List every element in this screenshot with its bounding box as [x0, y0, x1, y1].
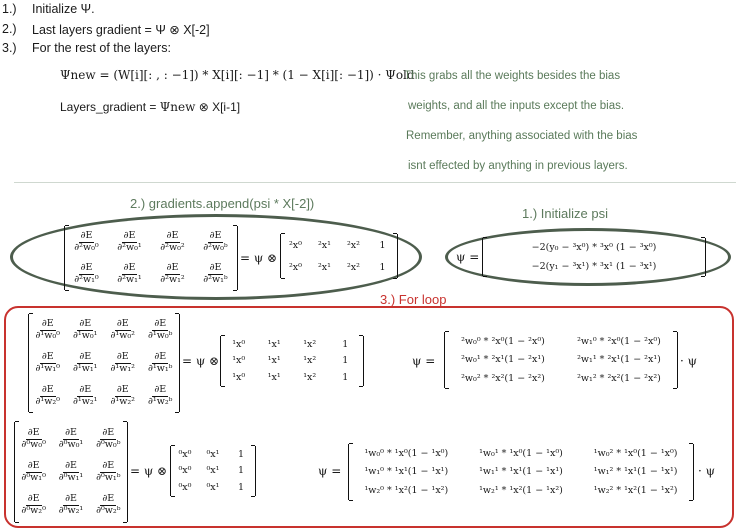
gradient-cell	[90, 460, 127, 484]
partial-derivative: $\frac{\partial E}{\text{∂¹w₂²}}$	[110, 383, 135, 407]
partial-derivative: $\frac{\partial E}{\text{∂⁰w₁ᵇ}}$	[96, 460, 121, 483]
x-cell: 1	[237, 465, 245, 477]
gradient-cell	[194, 230, 237, 254]
step-2-text: Last layers gradient = Ψ ⊗ X[-2]	[32, 23, 210, 37]
x-cell: 1	[237, 448, 245, 460]
gradient-cell	[15, 460, 52, 484]
x-cell: 1	[379, 239, 386, 251]
partial-derivative: $\frac{\partial E}{\text{∂²w₁⁰}}$	[74, 262, 99, 285]
x-cell: ¹x²	[303, 355, 317, 367]
psi-cell: ¹w₀¹ * ¹x⁰(1 − ¹x⁰)	[479, 447, 563, 459]
partial-derivative: $\frac{\partial E}{\text{∂⁰w₁¹}}$	[58, 460, 84, 483]
section-divider	[14, 182, 736, 183]
x-cell: ⁰x¹	[206, 465, 220, 477]
gradient-cell	[104, 351, 142, 375]
partial-derivative: $\frac{\partial E}{\text{∂⁰w₀⁰}}$	[21, 426, 46, 450]
step-3-number: 3.)	[2, 41, 17, 55]
first-layer-x-matrix	[170, 446, 256, 496]
step-2-number: 2.)	[2, 22, 17, 36]
partial-derivative: $\frac{\partial E}{\text{∂⁰w₂⁰}}$	[21, 493, 46, 517]
psi-cell: ²w₀⁰ * ²x⁰(1 − ²x⁰)	[461, 335, 545, 347]
x-cell: ⁰x⁰	[178, 465, 192, 477]
hidden-layer-eq: = ψ ⊗	[182, 354, 220, 368]
psi-cell: ¹w₂¹ * ¹x²(1 − ¹x²)	[479, 485, 563, 497]
partial-derivative: $\frac{\partial E}{\text{∂⁰w₂ᵇ}}$	[96, 493, 121, 517]
x-cell: 1	[342, 372, 349, 384]
gradient-cell	[142, 351, 180, 375]
gradient-cell	[104, 318, 142, 342]
layers-gradient-equation	[60, 100, 240, 114]
gradient-cell	[52, 427, 89, 451]
x-cell: ¹x²	[303, 372, 317, 384]
psi-cell: ²w₀² * ²x²(1 − ²x²)	[461, 373, 545, 385]
partial-derivative: $\frac{\partial E}{\text{∂⁰w₁⁰}}$	[21, 460, 46, 483]
x-cell: 1	[342, 355, 349, 367]
last-layer-x-matrix	[280, 234, 398, 278]
psi-cell: ¹w₁⁰ * ¹x¹(1 − ¹x¹)	[364, 466, 449, 478]
partial-derivative: $\frac{\partial E}{\text{∂¹w₂⁰}}$	[35, 383, 60, 407]
x-cell: ⁰x¹	[206, 448, 220, 460]
first-layer-psi-lhs: ψ =	[318, 464, 342, 478]
x-cell: ¹x⁰	[232, 355, 246, 367]
step-1-number: 1.)	[2, 2, 17, 16]
psi-cell: ¹w₁¹ * ¹x¹(1 − ¹x¹)	[479, 466, 563, 478]
last-layer-gradient-matrix	[64, 226, 238, 290]
x-cell: ²x²	[347, 261, 360, 273]
x-cell: ²x¹	[318, 261, 331, 273]
x-cell: ¹x¹	[267, 372, 281, 384]
x-cell: 1	[342, 338, 349, 350]
gradient-cell	[90, 493, 127, 517]
gradient-cell	[90, 427, 127, 451]
partial-derivative: $\frac{\partial E}{\text{∂¹w₁¹}}$	[73, 351, 98, 374]
hidden-layer-gradient-matrix	[28, 314, 180, 412]
partial-derivative: $\frac{\partial E}{\text{∂¹w₀⁰}}$	[35, 318, 60, 342]
initialize-psi-label: 1.) Initialize psi	[522, 206, 608, 221]
partial-derivative: $\frac{\partial E}{\text{∂²w₀⁰}}$	[74, 230, 99, 253]
step-1-text: Initialize Ψ.	[32, 2, 95, 16]
first-layer-psi-matrix	[348, 444, 694, 500]
gradient-cell	[52, 460, 89, 484]
note-line-3: Remember, anything associated with the bias	[406, 130, 638, 142]
psi-cell: ²w₁² * ²x²(1 − ²x²)	[577, 373, 661, 385]
partial-derivative: $\frac{\partial E}{\text{∂¹w₁⁰}}$	[35, 351, 60, 374]
psi-cell: −2(y₀ − ³x⁰) * ³x⁰ (1 − ³x⁰)	[531, 242, 657, 253]
gradient-cell	[67, 384, 105, 408]
partial-derivative: $\frac{\partial E}{\text{∂¹w₂¹}}$	[73, 383, 98, 407]
gradient-cell	[29, 351, 67, 375]
step-2	[0, 22, 400, 38]
psi-cell: ¹w₁² * ¹x¹(1 − ¹x¹)	[593, 466, 678, 478]
x-cell: ²x⁰	[289, 261, 302, 273]
gradient-cell	[15, 493, 52, 517]
x-cell: 1	[237, 482, 245, 494]
hidden-layer-psi-matrix	[444, 332, 678, 388]
x-cell: ²x¹	[318, 239, 331, 251]
gradients-append-label: 2.) gradients.append(psi * X[-2])	[130, 196, 315, 211]
gradient-cell	[142, 318, 180, 342]
note-line-1: This grabs all the weights besides the bias	[404, 70, 621, 82]
partial-derivative: $\frac{\partial E}{\text{∂²w₀¹}}$	[117, 230, 142, 253]
partial-derivative: $\frac{\partial E}{\text{∂¹w₂ᵇ}}$	[148, 383, 173, 407]
psi-cell: ¹w₂⁰ * ¹x²(1 − ¹x²)	[364, 485, 449, 497]
first-layer-psi-tail: · ψ	[698, 464, 716, 478]
partial-derivative: $\frac{\partial E}{\text{∂⁰w₂¹}}$	[58, 493, 84, 517]
psi-cell: ²w₁¹ * ²x¹(1 − ²x¹)	[577, 354, 661, 366]
psi-cell: ¹w₂² * ¹x²(1 − ¹x²)	[593, 485, 678, 497]
partial-derivative: $\frac{\partial E}{\text{∂²w₁²}}$	[160, 262, 185, 285]
hidden-layer-x-matrix	[220, 336, 364, 386]
psi-update-rhs: = (W[i][: , : −1]) * X[i][: −1] * (1 − X[i][: −1]) · Ψold	[99, 68, 415, 82]
psi-cell: −2(y₁ − ³x¹) * ³x¹ (1 − ³x¹)	[531, 261, 657, 272]
psi-cell: ¹w₀⁰ * ¹x⁰(1 − ¹x⁰)	[364, 447, 449, 459]
step-1	[0, 2, 400, 18]
last-layer-eq: = ψ ⊗	[240, 251, 278, 265]
first-layer-gradient-matrix	[14, 422, 128, 522]
step-3	[0, 41, 400, 57]
layers-gradient-psi: Ψnew	[159, 100, 196, 114]
step-3-text: For the rest of the layers:	[32, 41, 171, 55]
gradient-cell	[104, 384, 142, 408]
gradient-cell	[151, 262, 194, 286]
for-loop-label: 3.) For loop	[380, 292, 447, 307]
partial-derivative: $\frac{\partial E}{\text{∂¹w₁ᵇ}}$	[148, 351, 173, 374]
partial-derivative: $\frac{\partial E}{\text{∂²w₀ᵇ}}$	[203, 230, 228, 253]
x-cell: ²x²	[347, 239, 360, 251]
hidden-layer-psi-lhs: ψ =	[412, 354, 436, 368]
x-cell: ¹x²	[303, 338, 317, 350]
gradient-cell	[108, 230, 151, 254]
gradient-cell	[108, 262, 151, 286]
partial-derivative: $\frac{\partial E}{\text{∂²w₁ᵇ}}$	[203, 262, 228, 285]
gradient-cell	[29, 384, 67, 408]
gradient-cell	[194, 262, 237, 286]
partial-derivative: $\frac{\partial E}{\text{∂¹w₁²}}$	[110, 351, 135, 374]
gradient-cell	[142, 384, 180, 408]
gradient-cell	[29, 318, 67, 342]
partial-derivative: $\frac{\partial E}{\text{∂²w₁¹}}$	[117, 262, 142, 285]
psi-init-matrix	[482, 238, 706, 276]
gradient-cell	[65, 262, 108, 286]
x-cell: ¹x⁰	[232, 338, 246, 350]
partial-derivative: $\frac{\partial E}{\text{∂⁰w₀ᵇ}}$	[96, 426, 121, 450]
gradient-cell	[52, 493, 89, 517]
hidden-layer-psi-tail: · ψ	[680, 354, 698, 368]
x-cell: ²x⁰	[289, 239, 302, 251]
partial-derivative: $\frac{\partial E}{\text{∂²w₀²}}$	[160, 230, 185, 253]
psi-update-lhs: Ψnew	[60, 68, 96, 82]
gradient-cell	[15, 427, 52, 451]
layers-gradient-lhs: Layers_gradient =	[60, 100, 160, 114]
gradient-cell	[67, 318, 105, 342]
psi-cell: ²w₁⁰ * ²x⁰(1 − ²x⁰)	[577, 335, 661, 347]
psi-cell: ¹w₀² * ¹x⁰(1 − ¹x⁰)	[593, 447, 678, 459]
partial-derivative: $\frac{\partial E}{\text{∂⁰w₀¹}}$	[58, 426, 84, 450]
partial-derivative: $\frac{\partial E}{\text{∂¹w₀ᵇ}}$	[148, 318, 173, 342]
layers-gradient-rhs: ⊗ X[i-1]	[195, 100, 241, 114]
gradient-cell	[67, 351, 105, 375]
first-layer-eq: = ψ ⊗	[130, 464, 168, 478]
x-cell: ¹x¹	[267, 338, 281, 350]
partial-derivative: $\frac{\partial E}{\text{∂¹w₀¹}}$	[73, 318, 98, 342]
note-line-2: weights, and all the inputs except the bias.	[408, 100, 625, 112]
x-cell: ¹x¹	[267, 355, 281, 367]
psi-cell: ²w₀¹ * ²x¹(1 − ²x¹)	[461, 354, 545, 366]
x-cell: ⁰x¹	[206, 482, 220, 494]
x-cell: ⁰x⁰	[178, 448, 192, 460]
note-line-4: isnt effected by anything in previous layers.	[408, 160, 628, 172]
psi-update-equation	[60, 68, 415, 82]
gradient-cell	[65, 230, 108, 254]
psi-init-lhs: ψ =	[456, 250, 480, 264]
gradient-cell	[151, 230, 194, 254]
partial-derivative: $\frac{\partial E}{\text{∂¹w₀²}}$	[110, 318, 135, 342]
x-cell: ⁰x⁰	[178, 482, 192, 494]
x-cell: 1	[379, 261, 386, 273]
x-cell: ¹x⁰	[232, 372, 246, 384]
